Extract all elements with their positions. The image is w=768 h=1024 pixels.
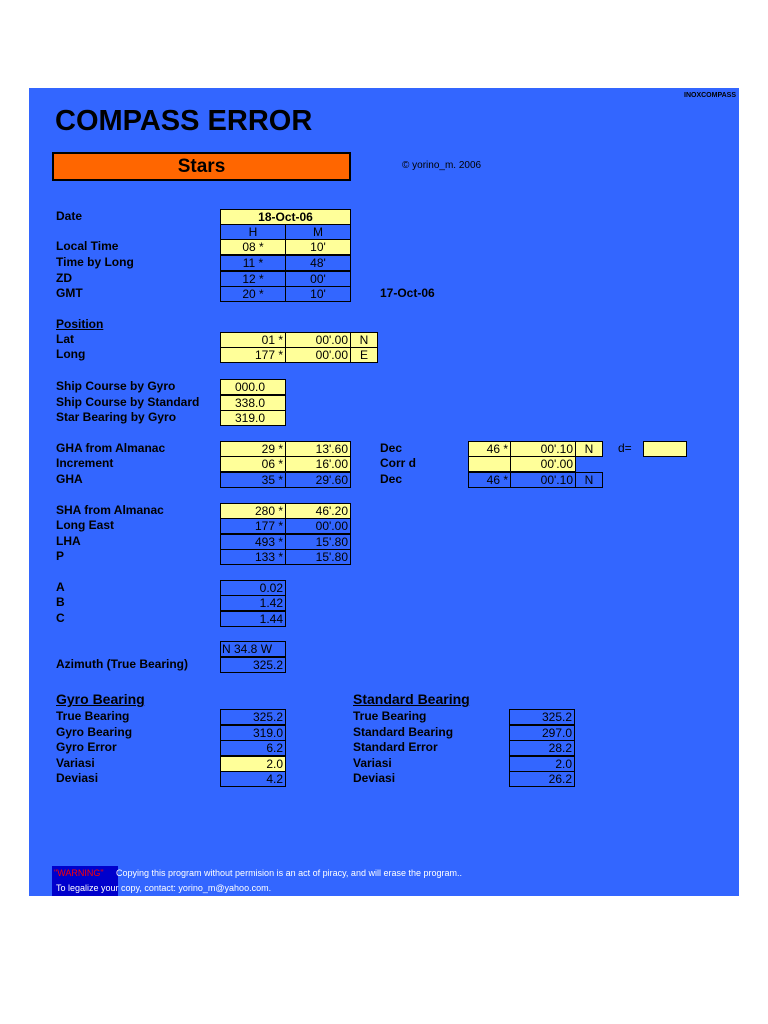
warning-tag: "WARNING" xyxy=(54,868,104,878)
long-min-cell[interactable]: 00'.00 xyxy=(285,347,351,363)
standard-value-cell: 325.2 xyxy=(509,709,575,725)
time-row-label: ZD xyxy=(56,271,72,285)
spreadsheet xyxy=(29,88,739,896)
dec-hemi-cell[interactable]: N xyxy=(575,441,603,457)
course-value-cell[interactable]: 338.0 xyxy=(220,395,286,411)
gha-min-cell[interactable]: 13'.60 xyxy=(285,441,351,457)
sha-min-cell: 15'.80 xyxy=(285,549,351,565)
lat-min-cell[interactable]: 00'.00 xyxy=(285,332,351,348)
abc-row-label: B xyxy=(56,595,65,609)
gyro-value-cell: 325.2 xyxy=(220,709,286,725)
dec-row-label: Dec xyxy=(380,441,403,455)
time-hour-cell: 11 * xyxy=(220,255,286,271)
sha-row-label: P xyxy=(56,549,65,563)
gyro-value-cell[interactable]: 2.0 xyxy=(220,756,286,772)
sha-deg-cell: 133 * xyxy=(220,549,286,565)
sha-row-label: SHA from Almanac xyxy=(56,503,164,517)
warning-line-2: To legalize your copy, contact: yorino_m@yahoo.com. xyxy=(56,883,272,893)
d-label: d= xyxy=(618,441,632,455)
azimuth-value-cell: 325.2 xyxy=(220,657,286,673)
standard-row-label: Deviasi xyxy=(353,771,396,785)
copyright: © yorino_m. 2006 xyxy=(402,160,482,171)
gha-min-cell[interactable]: 16'.00 xyxy=(285,456,351,472)
time-hour-cell: 20 * xyxy=(220,286,286,302)
warning-line-1: Copying this program without permision is an act of piracy, and will erase the program.. xyxy=(116,868,462,878)
gha-row-label: Increment xyxy=(56,456,114,470)
sha-min-cell[interactable]: 46'.20 xyxy=(285,503,351,519)
dec-deg-cell: 46 * xyxy=(468,472,511,488)
gha-deg-cell: 35 * xyxy=(220,472,286,488)
long-label: Long xyxy=(56,347,86,361)
course-value-cell[interactable]: 319.0 xyxy=(220,410,286,426)
gyro-row-label: Deviasi xyxy=(56,771,99,785)
abc-value-cell: 1.44 xyxy=(220,611,286,627)
gyro-row-label: Variasi xyxy=(56,756,95,770)
sha-min-cell: 00'.00 xyxy=(285,518,351,534)
lat-label: Lat xyxy=(56,332,74,346)
date-label: Date xyxy=(56,209,83,223)
time-hour-cell[interactable]: 08 * xyxy=(220,239,286,255)
standard-value-cell: 26.2 xyxy=(509,771,575,787)
azimuth-label: Azimuth (True Bearing) xyxy=(56,657,189,671)
standard-row-label: Variasi xyxy=(353,756,392,770)
gha-row-label: GHA from Almanac xyxy=(56,441,166,455)
standard-row-label: Standard Error xyxy=(353,740,438,754)
minute-header: M xyxy=(285,224,351,240)
sha-row-label: LHA xyxy=(56,534,81,548)
gha-deg-cell[interactable]: 29 * xyxy=(220,441,286,457)
abc-row-label: C xyxy=(56,611,65,625)
sha-deg-cell: 177 * xyxy=(220,518,286,534)
long-deg-cell[interactable]: 177 * xyxy=(220,347,286,363)
time-minute-cell: 00' xyxy=(285,271,351,287)
time-hour-cell: 12 * xyxy=(220,271,286,287)
abc-row-label: A xyxy=(56,580,65,594)
stars-banner xyxy=(52,152,351,181)
dec-deg-cell[interactable]: 46 * xyxy=(468,441,511,457)
gha-row-label: GHA xyxy=(56,472,83,486)
gyro-row-label: Gyro Bearing xyxy=(56,725,133,739)
lat-deg-cell[interactable]: 01 * xyxy=(220,332,286,348)
time-row-label: Time by Long xyxy=(56,255,134,269)
sha-row-label: Long East xyxy=(56,518,115,532)
azimuth-quadrant-cell: N 34.8 W xyxy=(220,641,286,657)
standard-value-cell: 28.2 xyxy=(509,740,575,756)
stars-banner-label: Stars xyxy=(177,156,226,177)
dec-min-cell[interactable]: 00'.10 xyxy=(510,441,576,457)
sha-min-cell: 15'.80 xyxy=(285,534,351,550)
time-row-label: Local Time xyxy=(56,239,119,253)
abc-value-cell: 0.02 xyxy=(220,580,286,596)
time-minute-cell[interactable]: 10' xyxy=(285,239,351,255)
gyro-value-cell: 319.0 xyxy=(220,725,286,741)
dec-min-cell: 00'.10 xyxy=(510,472,576,488)
standard-value-cell: 2.0 xyxy=(509,756,575,772)
long-hemi-cell[interactable]: E xyxy=(350,347,378,363)
hour-header: H xyxy=(220,224,286,240)
gyro-bearing-heading: Gyro Bearing xyxy=(56,691,145,707)
standard-row-label: True Bearing xyxy=(353,709,427,723)
course-value-cell[interactable]: 000.0 xyxy=(220,379,286,395)
brand-label: INOXCOMPASS xyxy=(684,92,736,99)
position-heading: Position xyxy=(56,317,104,331)
d-cell[interactable] xyxy=(643,441,687,457)
course-row-label: Ship Course by Gyro xyxy=(56,379,176,393)
gmt-date: 17-Oct-06 xyxy=(380,286,435,300)
gha-min-cell: 29'.60 xyxy=(285,472,351,488)
time-row-label: GMT xyxy=(56,286,83,300)
abc-value-cell: 1.42 xyxy=(220,595,286,611)
course-row-label: Star Bearing by Gyro xyxy=(56,410,177,424)
lat-hemi-cell[interactable]: N xyxy=(350,332,378,348)
dec-deg-cell[interactable] xyxy=(468,456,511,472)
dec-row-label: Dec xyxy=(380,472,403,486)
dec-hemi-cell: N xyxy=(575,472,603,488)
page-title: COMPASS ERROR xyxy=(55,105,313,137)
standard-value-cell: 297.0 xyxy=(509,725,575,741)
gyro-row-label: True Bearing xyxy=(56,709,130,723)
dec-min-cell[interactable]: 00'.00 xyxy=(510,456,576,472)
time-minute-cell: 48' xyxy=(285,255,351,271)
gyro-value-cell: 6.2 xyxy=(220,740,286,756)
standard-row-label: Standard Bearing xyxy=(353,725,454,739)
standard-bearing-heading: Standard Bearing xyxy=(353,691,470,707)
sha-deg-cell[interactable]: 280 * xyxy=(220,503,286,519)
gyro-value-cell: 4.2 xyxy=(220,771,286,787)
sha-deg-cell: 493 * xyxy=(220,534,286,550)
gyro-row-label: Gyro Error xyxy=(56,740,117,754)
course-row-label: Ship Course by Standard xyxy=(56,395,200,409)
date-cell[interactable]: 18-Oct-06 xyxy=(220,209,351,225)
gha-deg-cell[interactable]: 06 * xyxy=(220,456,286,472)
time-minute-cell: 10' xyxy=(285,286,351,302)
dec-row-label: Corr d xyxy=(380,456,416,470)
